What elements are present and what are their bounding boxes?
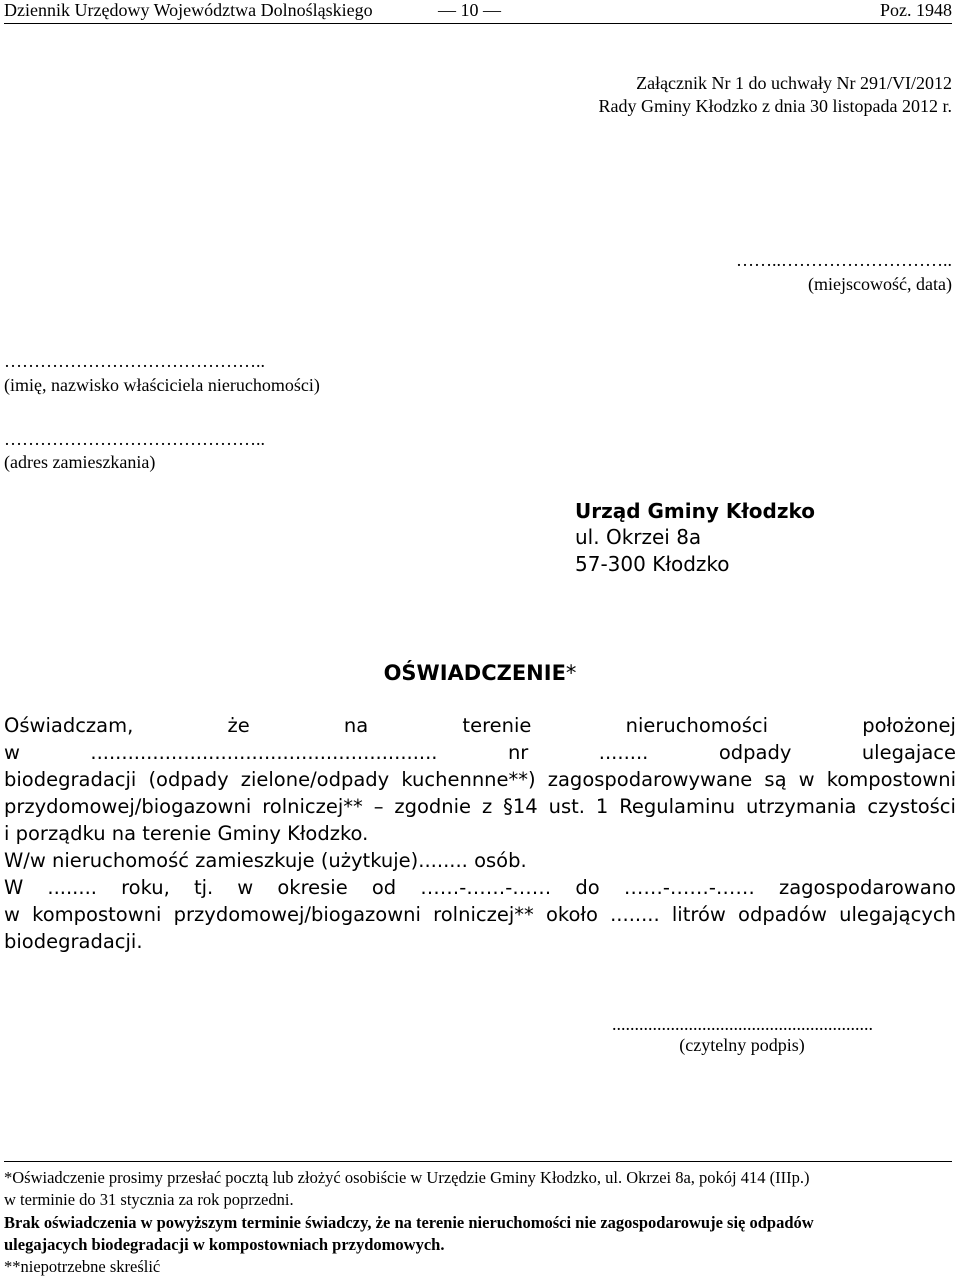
body-line-1: Oświadczam, że na terenie nieruchomości położonej — [4, 714, 956, 737]
title-text: OŚWIADCZENIE — [383, 661, 566, 685]
footer-rule — [4, 1161, 952, 1162]
page-number: — 10 — — [438, 0, 501, 20]
address-dots: …………………………………….. — [4, 429, 265, 449]
address-label: (adres zamieszkania) — [4, 452, 156, 472]
document-title — [0, 661, 960, 685]
title-marker: * — [565, 661, 577, 685]
footnote-1-line-1: *Oświadczenie prosimy przesłać pocztą lub złożyć osobiście w Urzędzie Gminy Kłodzko, ul. Okrzei 8a, pokój 414 (IIIp.) — [4, 1168, 810, 1187]
owner-label: (imię, nazwisko właściciela nieruchomości) — [4, 375, 320, 395]
body-line-7: W ........ roku, tj. w okresie od ……-……-…… do ……-……-…… zagospodarowano — [4, 876, 956, 899]
place-date-dots: ……..……………………….. — [736, 250, 952, 270]
body-line-2: w ........................................................ nr ........ odpady ulegajace — [4, 741, 956, 764]
office-city: 57-300 Kłodzko — [575, 552, 730, 576]
signature-dots: .......................................................... — [612, 1014, 873, 1034]
body-line-6: W/w nieruchomość zamieszkuje (użytkuje)........ osób. — [4, 849, 527, 872]
body-line-8: w kompostowni przydomowej/biogazowni rolniczej** około ........ litrów odpadów ulegających — [4, 903, 956, 926]
signature-label: (czytelny podpis) — [679, 1035, 805, 1055]
footnote-3: **niepotrzebne skreślić — [4, 1257, 161, 1276]
footnote-2-line-1: Brak oświadczenia w powyższym terminie świadczy, że na terenie nieruchomości nie zagospodarowuje się odpadów — [4, 1213, 814, 1232]
footnote-2-line-2: ulegajacych biodegradacji w kompostowniach przydomowych. — [4, 1235, 445, 1254]
body-line-9: biodegradacji. — [4, 930, 143, 953]
owner-dots: …………………………………….. — [4, 351, 265, 371]
body-line-5: i porządku na terenie Gminy Kłodzko. — [4, 822, 369, 845]
annex-line-2: Rady Gminy Kłodzko z dnia 30 listopada 2012 r. — [598, 96, 952, 116]
place-date-label: (miejscowość, data) — [808, 274, 952, 294]
declaration-body — [4, 712, 956, 955]
position-number: Poz. 1948 — [880, 0, 952, 20]
body-line-4: przydomowej/biogazowni rolniczej** – zgodnie z §14 ust. 1 Regulaminu utrzymania czystości — [4, 795, 956, 818]
body-line-3: biodegradacji (odpady zielone/odpady kuchennne**) zagospodarowywane są w kompostowni — [4, 768, 956, 791]
annex-line-1: Załącznik Nr 1 do uchwały Nr 291/VI/2012 — [636, 73, 952, 93]
office-street: ul. Okrzei 8a — [575, 525, 702, 549]
journal-title: Dziennik Urzędowy Województwa Dolnośląskiego — [4, 0, 373, 20]
office-name: Urząd Gminy Kłodzko — [575, 499, 815, 523]
header-rule — [4, 23, 952, 24]
footnote-1-line-2: w terminie do 31 stycznia za rok poprzedni. — [4, 1190, 294, 1209]
